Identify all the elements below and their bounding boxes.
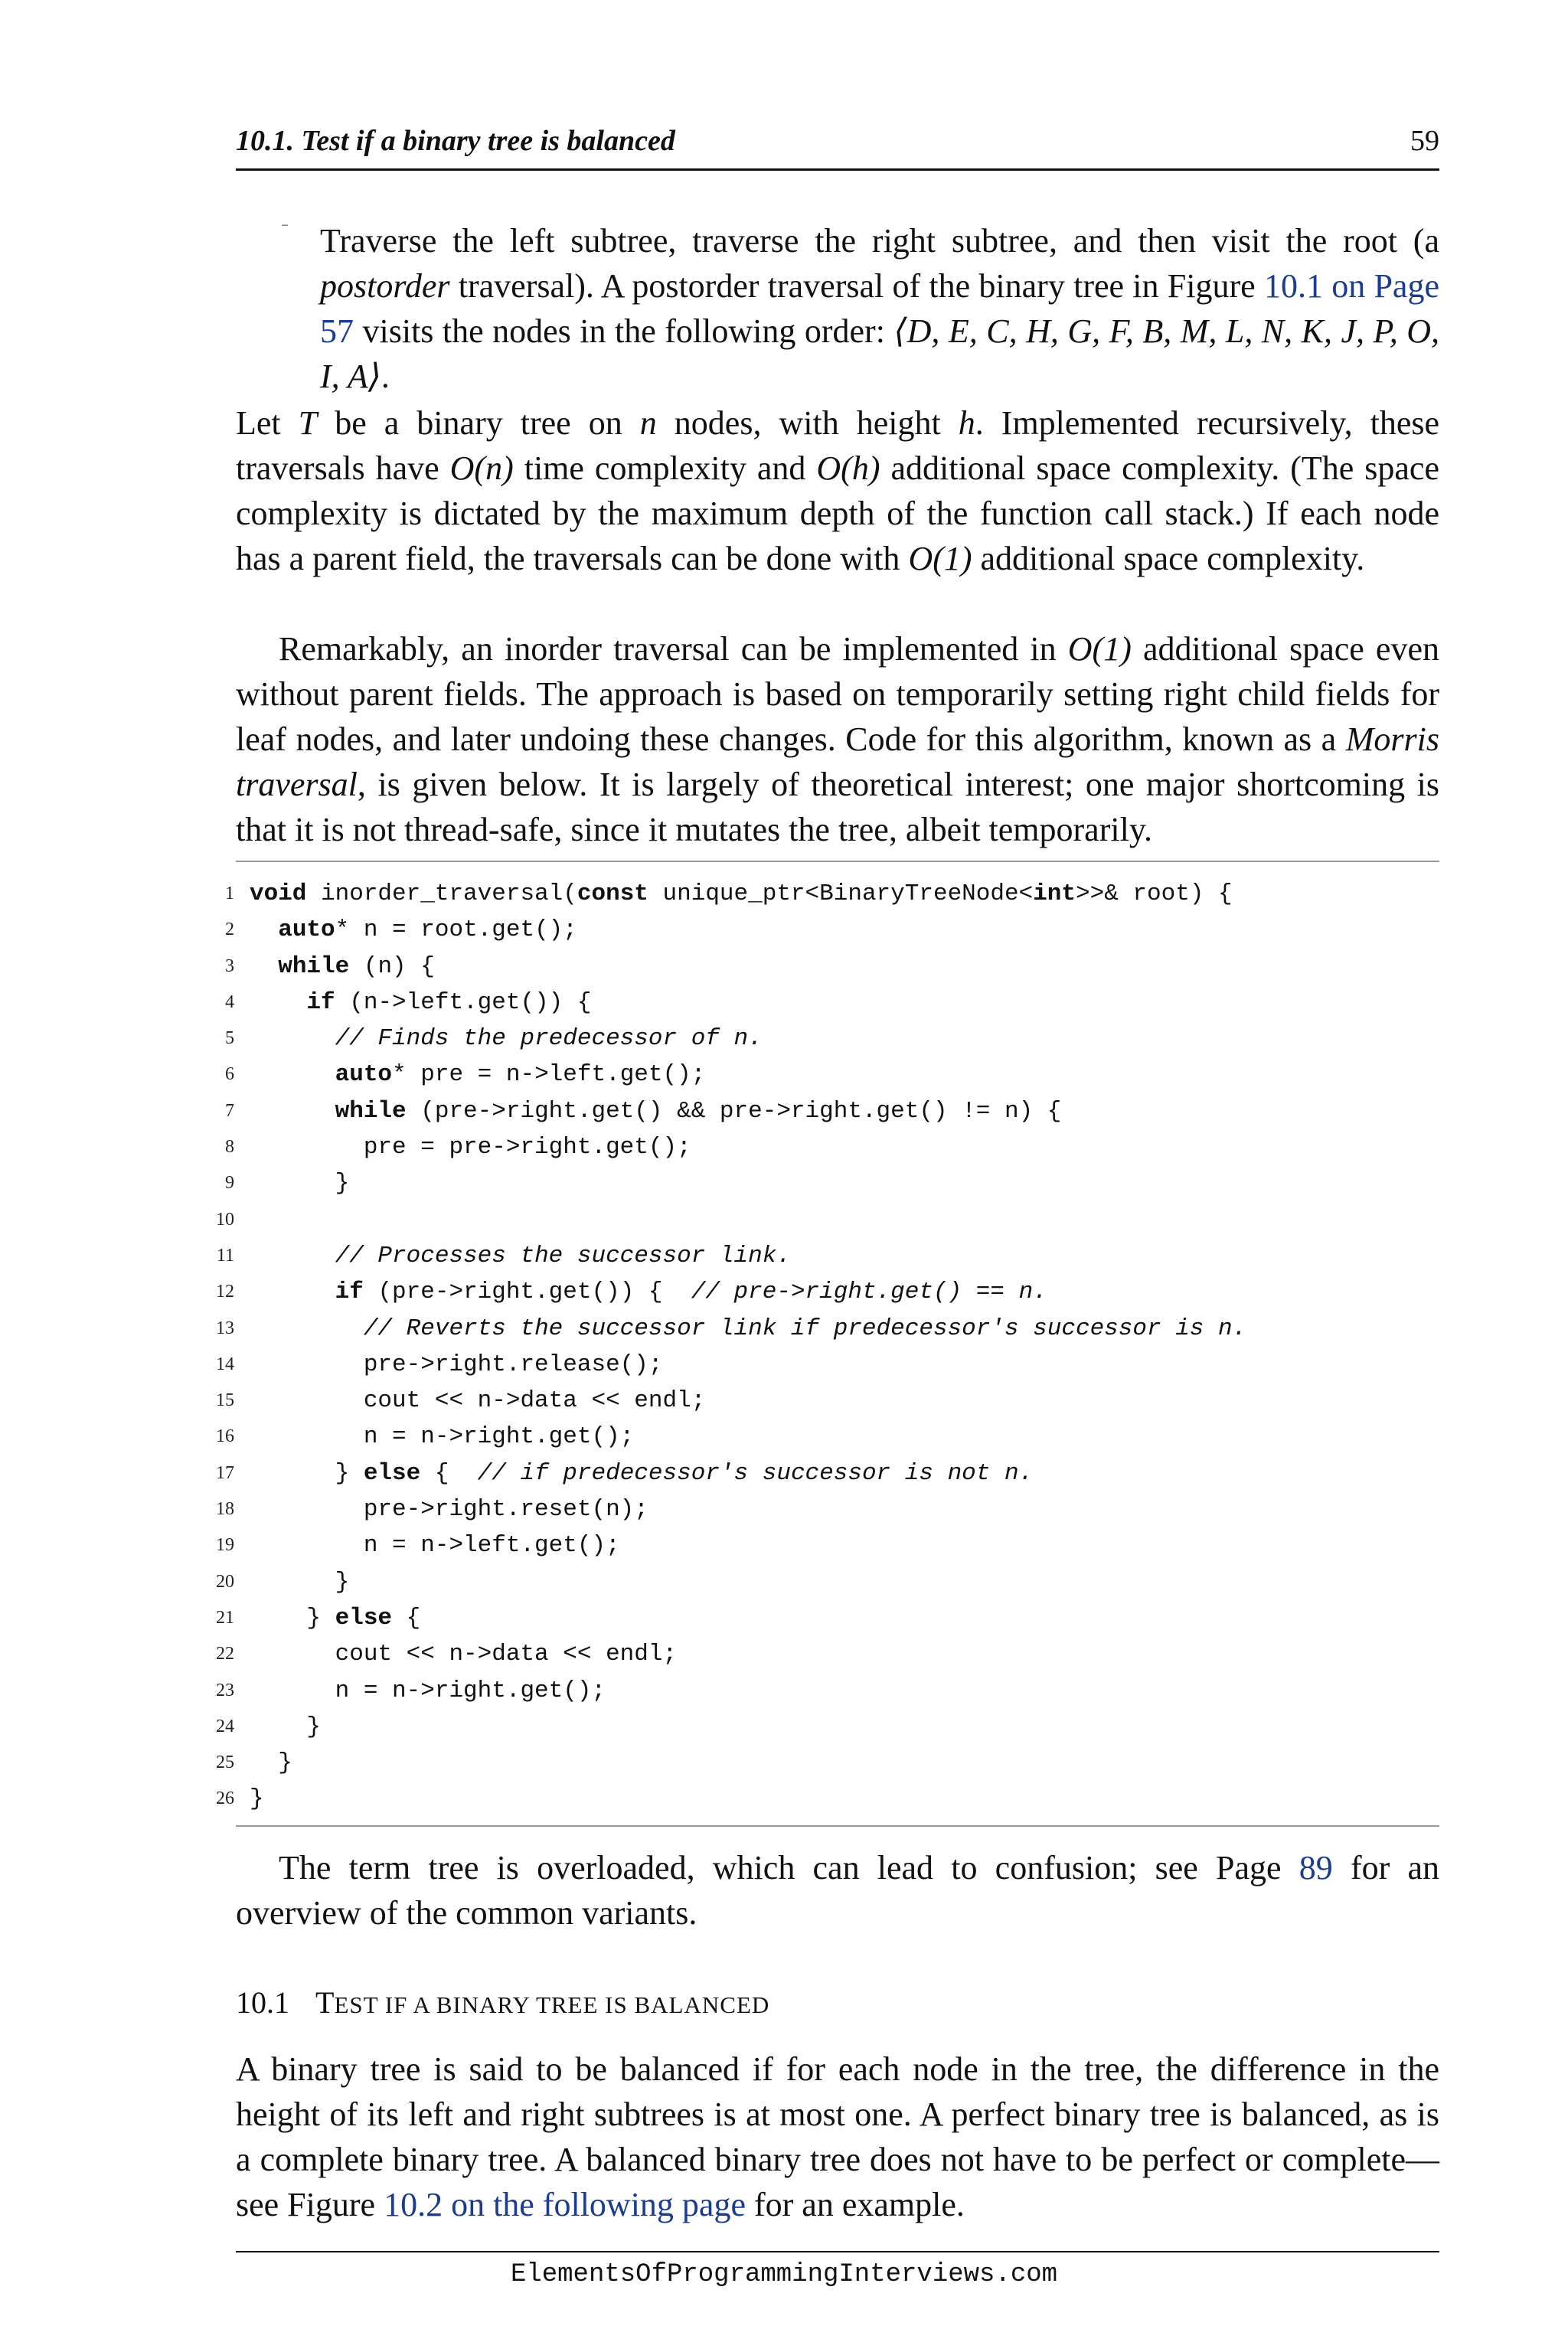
code-token: } [250, 1749, 292, 1777]
code-text [250, 912, 577, 948]
code-line [207, 1274, 1439, 1310]
code-token: { [420, 1459, 478, 1487]
code-text [250, 1057, 705, 1093]
running-head [236, 124, 1439, 158]
code-text [250, 1347, 663, 1383]
line-number: 8 [225, 1137, 234, 1158]
line-number: 26 [216, 1788, 234, 1809]
footer-rule [236, 2251, 1439, 2252]
code-text [250, 1491, 648, 1527]
line-number: 15 [216, 1390, 234, 1411]
code-keyword: else [335, 1604, 393, 1632]
p1-n: n [639, 404, 657, 442]
code-text [250, 1673, 606, 1709]
code-text [250, 949, 435, 985]
line-number: 12 [216, 1282, 234, 1302]
code-token: cout << n->data << endl; [250, 1387, 706, 1415]
p3-b: for an overview of the common variants. [236, 1849, 1439, 1932]
figure-link[interactable]: 10.1 on Page 57 [320, 267, 1439, 350]
code-text [250, 985, 592, 1021]
line-number: 4 [225, 991, 234, 1012]
line-number: 1 [225, 884, 234, 903]
code-line [207, 1383, 1439, 1419]
line-number: 14 [216, 1354, 234, 1374]
code-line [207, 1165, 1439, 1201]
code-line [207, 1527, 1439, 1563]
bullet-text-1: Traverse the left subtree, traverse the right subtree, and then visit the root (a [320, 222, 1439, 260]
code-token: * pre = n->left.get(); [392, 1061, 706, 1089]
morris-paragraph [236, 626, 1439, 852]
code-text [250, 1129, 691, 1165]
code-token [250, 1315, 364, 1342]
section-heading-title [315, 1985, 769, 2020]
p4-a: A binary tree is said to be balanced if for each node in the tree, the difference in the height of its left and right subtrees is at most one. A perfect binary tree is balanced, as is a complete binary tree. A balanced binary tree does not have to be perfect or complete—see Figure [236, 2050, 1439, 2223]
tree-overloaded-paragraph [236, 1845, 1439, 1936]
p1-d: . Implemented recursively, these traversals have [236, 404, 1440, 487]
code-keyword: if [335, 1279, 364, 1306]
code-keyword: if [306, 988, 335, 1016]
code-token: >>& root) { [1076, 880, 1233, 907]
code-token: } [250, 1785, 264, 1813]
code-text [250, 876, 1233, 912]
bullet-text-4: visits the nodes in the following order: [354, 312, 894, 350]
code-line [207, 1673, 1439, 1709]
code-keyword: while [278, 952, 350, 980]
code-token [250, 1243, 335, 1269]
line-number: 3 [225, 956, 234, 976]
code-line [207, 1311, 1439, 1347]
code-token: pre->right.release(); [250, 1351, 663, 1378]
code-rule-top [236, 861, 1439, 862]
section-heading [236, 1984, 769, 2020]
code-line [207, 1600, 1439, 1636]
p2-c: , is given below. It is largely of theoretical interest; one major shortcoming is that it is not thread-safe, since it mutates the tree, albeit temporarily. [236, 766, 1439, 848]
code-token [250, 953, 278, 980]
code-token [250, 916, 278, 943]
line-number: 24 [216, 1716, 234, 1736]
line-number: 6 [225, 1064, 234, 1085]
code-text [250, 1238, 791, 1274]
code-line [207, 1238, 1439, 1274]
section-title-part: T [315, 1985, 335, 2020]
code-text [250, 1455, 1033, 1491]
code-keyword: else [363, 1459, 421, 1487]
code-token: (pre->right.get() && pre->right.get() != n) { [406, 1097, 1062, 1125]
postorder-bullet [282, 218, 1439, 399]
code-token: n = n->right.get(); [250, 1423, 635, 1451]
code-text [250, 1745, 292, 1781]
line-number: 20 [216, 1571, 234, 1592]
bullet-text [320, 218, 1439, 399]
postorder-term: postorder [320, 267, 450, 305]
balanced-paragraph [236, 2047, 1439, 2227]
code-comment: // Reverts the successor link if predecessor's successor is n. [363, 1315, 1247, 1342]
code-line [207, 1455, 1439, 1491]
line-number: 10 [216, 1209, 234, 1230]
code-text [250, 1311, 1246, 1347]
bullet-text-3: traversal). A postorder traversal of the binary tree in Figure [449, 267, 1264, 305]
code-token: pre = pre->right.get(); [250, 1134, 691, 1161]
line-number: 11 [216, 1245, 234, 1266]
p1-e: time complexity and [513, 449, 817, 487]
code-keyword: void [250, 880, 307, 907]
code-comment: // Processes the successor link. [335, 1242, 791, 1269]
code-token: unique_ptr<BinaryTreeNode< [648, 880, 1034, 907]
p2-O1: O(1) [1067, 630, 1132, 668]
code-comment: // Finds the predecessor of n. [335, 1025, 763, 1053]
code-line [207, 1129, 1439, 1165]
section-number: 10.1 [236, 1985, 289, 2020]
bullet-text-5: . [381, 358, 390, 395]
code-token: cout << n->data << endl; [250, 1641, 678, 1668]
code-text [250, 1419, 634, 1455]
p4-b: for an example. [745, 2186, 965, 2223]
code-line [207, 1745, 1439, 1781]
code-token: } [250, 1568, 350, 1596]
code-token: n = n->left.get(); [250, 1532, 620, 1560]
p1-a: Let [236, 404, 299, 442]
line-number: 16 [216, 1426, 234, 1447]
line-number: 7 [225, 1100, 234, 1121]
figure-10-2-link[interactable]: 10.2 on the following page [384, 2186, 746, 2223]
code-line [207, 1202, 1439, 1238]
code-line [207, 1093, 1439, 1129]
code-token: } [250, 1604, 335, 1632]
line-number: 21 [216, 1607, 234, 1628]
code-line [207, 1781, 1439, 1817]
p1-T: T [298, 404, 318, 442]
code-token: (pre->right.get()) { [363, 1279, 691, 1306]
code-token: n = n->right.get(); [250, 1677, 606, 1704]
code-token: (n->left.get()) { [335, 988, 592, 1016]
p1-c: nodes, with height [656, 404, 959, 442]
line-number: 19 [216, 1535, 234, 1556]
code-line [207, 1636, 1439, 1672]
code-token [250, 1098, 335, 1125]
line-number: 22 [216, 1644, 234, 1664]
code-text [250, 1709, 321, 1745]
code-keyword: while [335, 1097, 407, 1125]
complexity-paragraph [236, 400, 1439, 581]
code-token [250, 989, 306, 1016]
code-text [250, 1021, 763, 1057]
code-line [207, 1491, 1439, 1527]
p3-a: The term tree is overloaded, which can lead to confusion; see Page [279, 1849, 1299, 1886]
code-token: pre->right.reset(n); [250, 1496, 648, 1524]
code-token: } [250, 1713, 322, 1740]
code-line [207, 949, 1439, 985]
page-number: 59 [1410, 125, 1439, 157]
line-number: 18 [216, 1499, 234, 1520]
bullet-dash: – [282, 218, 288, 231]
p1-h: h [958, 404, 975, 442]
section-title: 10.1. Test if a binary tree is balanced [236, 125, 675, 157]
line-number: 23 [216, 1680, 234, 1700]
code-keyword: auto [278, 916, 335, 944]
p1-b: be a binary tree on [317, 404, 640, 442]
node-order: ⟨D, E, C, H, G, F, B, M, L, N, K, J, P, O, I, A⟩ [320, 312, 1439, 395]
line-number: 9 [225, 1173, 234, 1194]
footer-site[interactable]: ElementsOfProgrammingInterviews.com [510, 2260, 1058, 2289]
section-title-part: EST IF A BINARY TREE IS BALANCED [334, 1991, 770, 2018]
code-comment: // if predecessor's successor is not n. [477, 1459, 1034, 1487]
code-token: (n) { [349, 952, 435, 980]
code-comment: // pre->right.get() == n. [691, 1279, 1047, 1306]
p2-a: Remarkably, an inorder traversal can be implemented in [279, 630, 1068, 668]
morris-term: Morris traversal [236, 720, 1439, 803]
line-number: 2 [225, 920, 234, 940]
code-line [207, 912, 1439, 948]
line-number: 13 [216, 1318, 234, 1338]
line-number: 5 [225, 1028, 234, 1049]
code-text [250, 1274, 1047, 1310]
code-token: * n = root.get(); [335, 916, 577, 944]
code-text [250, 1383, 705, 1419]
code-text [250, 1093, 1061, 1129]
code-line [207, 1347, 1439, 1383]
code-text [250, 1527, 620, 1563]
code-token [250, 1025, 335, 1052]
page-89-link[interactable]: 89 [1298, 1849, 1333, 1886]
line-number: 25 [216, 1753, 234, 1773]
code-rule-bottom [236, 1825, 1439, 1827]
code-text [250, 1600, 420, 1636]
header-rule [236, 168, 1439, 171]
code-line [207, 985, 1439, 1021]
code-listing [207, 876, 1439, 1818]
code-keyword: int [1033, 880, 1076, 907]
p1-g: additional space complexity. [972, 540, 1365, 577]
code-text [250, 1636, 677, 1672]
p1-O1: O(1) [908, 540, 972, 577]
code-token [250, 1279, 335, 1305]
code-line [207, 1709, 1439, 1745]
code-text [250, 1564, 349, 1600]
code-token: } [250, 1459, 364, 1487]
line-number: 17 [216, 1462, 234, 1483]
p1-f: additional space complexity. (The space complexity is dictated by the maximum depth of the function call stack.) If each node has a parent field, the traversals can be done with [236, 449, 1439, 577]
code-line [207, 1021, 1439, 1057]
code-token: } [250, 1170, 350, 1197]
code-keyword: const [577, 880, 648, 907]
code-line [207, 1419, 1439, 1455]
code-text [250, 1165, 349, 1201]
p2-b: additional space even without parent fields. The approach is based on temporarily setting right child fields for leaf nodes, and later undoing these changes. Code for this algorithm, known as a [236, 630, 1439, 758]
code-token: { [392, 1604, 421, 1632]
code-token: inorder_traversal( [306, 880, 577, 907]
code-line [207, 1564, 1439, 1600]
code-keyword: auto [335, 1061, 393, 1089]
p1-Oh: O(h) [816, 449, 880, 487]
code-token [250, 1061, 335, 1088]
p1-On: O(n) [449, 449, 514, 487]
code-line [207, 1057, 1439, 1093]
code-text [250, 1781, 264, 1817]
code-line [207, 876, 1439, 912]
